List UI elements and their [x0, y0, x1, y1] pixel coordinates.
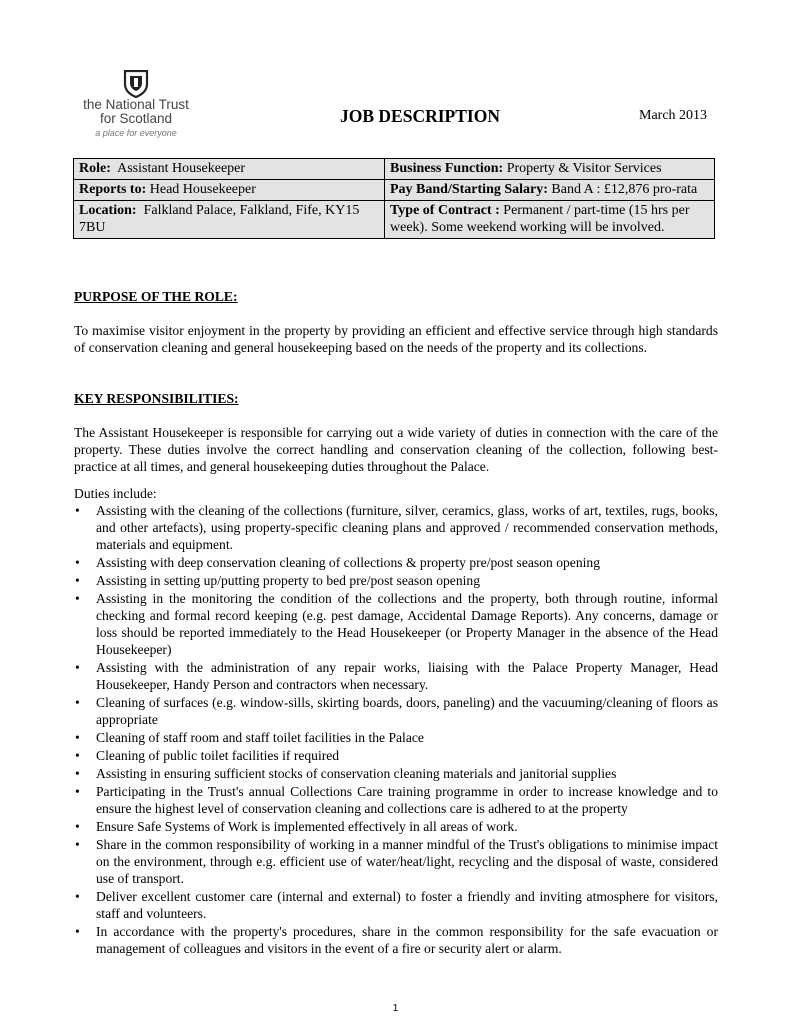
purpose-heading	[74, 288, 718, 305]
logo-tagline: a place for everyone	[95, 128, 177, 138]
list-item: • Cleaning of public toilet facilities if required	[74, 747, 718, 764]
list-item: • Cleaning of staff room and staff toilet facilities in the Palace	[74, 729, 718, 746]
page-number: 1	[392, 1003, 399, 1014]
crest-icon	[123, 70, 149, 98]
pay-band-cell	[385, 180, 715, 201]
list-item: • Participating in the Trust's annual Collections Care training programme in order to increase knowledge and to ensure the highest level of conservation cleaning and collections care is adhered to at the property	[74, 783, 718, 817]
responsibilities-heading-text: KEY RESPONSIBILITIES	[74, 391, 235, 406]
table-row	[74, 159, 715, 180]
role-label: Role:	[79, 161, 111, 176]
list-item: • Assisting with the administration of any repair works, liaising with the Palace Property Manager, Head Housekeeper, Handy Person and contractors when necessary.	[74, 659, 718, 693]
list-item: • Deliver excellent customer care (internal and external) to foster a friendly and inviting atmosphere for visitors, staff and volunteers.	[74, 888, 718, 922]
list-item: • Assisting in the monitoring the condition of the collections and the property, both through routine, informal checking and formal record keeping (e.g. pest damage, Accidental Damage Reports). Any concerns, damage or loss should be reported immediately to the Head Housekeeper (or Property Manager in the absence of the Head Housekeeper)	[74, 590, 718, 658]
purpose-text: To maximise visitor enjoyment in the property by providing an efficient and effective service through high standards of conservation cleaning and general housekeeping based on the needs of the property and its collections.	[74, 323, 718, 355]
contract-label: Type of Contract :	[390, 203, 500, 218]
duties-list	[74, 502, 718, 957]
job-info-table	[73, 158, 715, 239]
reports-to-value: Head Housekeeper	[149, 182, 256, 197]
document-title: JOB DESCRIPTION	[340, 106, 500, 126]
responsibilities-intro: The Assistant Housekeeper is responsible for carrying out a wide variety of duties in connection with the care of the property. These duties involve the correct handling and conservation cleaning of the collection, following best-practice at all times, and general housekeeping duties throughout the Palace.	[74, 425, 718, 474]
contract-cell	[385, 201, 715, 239]
list-item: • Assisting in ensuring sufficient stocks of conservation cleaning materials and janitorial supplies	[74, 765, 718, 782]
list-item: • In accordance with the property's procedures, share in the common responsibility for the safe evacuation or management of colleagues and visitors in the event of a fire or security alert or alarm.	[74, 923, 718, 957]
reports-to-cell	[74, 180, 385, 201]
purpose-heading-text: PURPOSE OF THE ROLE	[74, 289, 233, 304]
location-label: Location:	[79, 203, 137, 218]
pay-band-label: Pay Band/Starting Salary:	[390, 182, 548, 197]
document-date: March 2013	[639, 108, 708, 123]
business-function-label: Business Function:	[390, 161, 504, 176]
location-cell	[74, 201, 385, 239]
document-body	[74, 288, 718, 958]
table-row	[74, 180, 715, 201]
pay-band-value: Band A : £12,876 pro-rata	[551, 182, 698, 197]
list-item: • Assisting with the cleaning of the collections (furniture, silver, ceramics, glass, works of art, textiles, rugs, books, and other artefacts), using property-specific cleaning plans and approved / recommended conservation methods, materials and equipment.	[74, 502, 718, 553]
organization-logo	[78, 70, 194, 138]
role-value: Assistant Housekeeper	[117, 161, 246, 176]
contract-value: Permanent / part-time (15 hrs per week). Some weekend working will be involved.	[390, 203, 690, 235]
purpose-heading-suffix: :	[233, 289, 238, 304]
list-item: • Assisting in setting up/putting property to bed pre/post season opening	[74, 572, 718, 589]
location-value: Falkland Palace, Falkland, Fife, KY15 7BU	[79, 203, 360, 235]
list-item: • Assisting with deep conservation cleaning of collections & property pre/post season opening	[74, 554, 718, 571]
responsibilities-heading	[74, 390, 718, 407]
logo-line-1: the National Trust	[83, 97, 189, 112]
reports-to-label: Reports to:	[79, 182, 147, 197]
business-function-cell	[385, 159, 715, 180]
logo-line-2: for Scotland	[99, 111, 173, 126]
table-row	[74, 201, 715, 239]
responsibilities-heading-suffix: :	[234, 391, 239, 406]
role-cell	[74, 159, 385, 180]
list-item: • Ensure Safe Systems of Work is implemented effectively in all areas of work.	[74, 818, 718, 835]
list-item: • Share in the common responsibility of working in a manner mindful of the Trust's obligations to minimise impact on the environment, through e.g. efficient use of water/heat/light, recycling and the disposal of waste, considered use of transport.	[74, 836, 718, 887]
list-item: • Cleaning of surfaces (e.g. window-sills, skirting boards, doors, paneling) and the vacuuming/cleaning of floors as appropriate	[74, 694, 718, 728]
duties-label: Duties include:	[74, 486, 157, 501]
business-function-value: Property & Visitor Services	[506, 161, 662, 176]
